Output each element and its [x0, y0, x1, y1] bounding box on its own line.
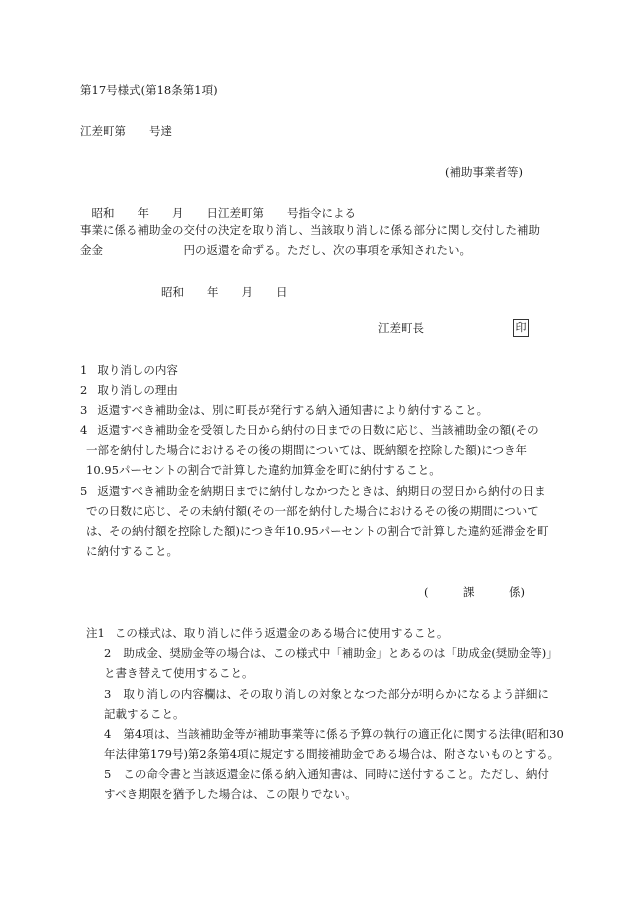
body-line-1: 昭和 年 月 日江差町第 号指令による [80, 206, 356, 220]
item-2 [80, 382, 178, 399]
item-text: 返還すべき補助金を納期日までに納付しなかつたときは、納期日の翌日から納付の日ま [97, 484, 546, 498]
item-text: 取り消しの内容 [97, 363, 178, 377]
note-text: この命令書と当該返還金に係る納入通知書は、同時に送付すること。ただし、納付 [123, 767, 549, 781]
note-3 [104, 686, 549, 703]
item-text: 返還すべき補助金を受領した日から納付の日までの日数に応じ、当該補助金の額(その [97, 423, 539, 437]
body-line-2: 事業に係る補助金の交付の決定を取り消し、当該取り消しに係る部分に関し交付した補助 [80, 223, 540, 237]
note-text: 助成金、奨励金等の場合は、この様式中「補助金」とあるのは「助成金(奨励金等)」 [123, 646, 558, 660]
item-5-line-3: は、その納付額を控除した額)につき年10.95パーセントの割合で計算した違約延滞金を町 [86, 524, 549, 538]
item-4-line-2: 一部を納付した場合におけるその後の期間については、既納額を控除した額)につき年 [86, 443, 528, 457]
note-2-line-2: と書き替えて使用すること。 [104, 666, 254, 680]
item-number: 1 [80, 363, 88, 377]
issuer-name: 江差町長 [378, 321, 424, 335]
seal-stamp: 印 [513, 319, 529, 337]
note-4 [104, 726, 564, 743]
note-4-line-2: 年法律第179号)第2条第4項に規定する間接補助金である場合は、附さないものとする。 [104, 747, 560, 761]
body-line-3: 金金 円の返還を命ずる。ただし、次の事項を承知されたい。 [80, 243, 471, 257]
note-text: 第4項は、当該補助金等が補助事業等に係る予算の執行の適正化に関する法律(昭和30 [123, 727, 564, 741]
item-text: 取り消しの理由 [97, 383, 178, 397]
document-number: 江差町第 号達 [80, 124, 172, 138]
note-2 [104, 645, 558, 662]
form-number: 第17号様式(第18条第1項) [80, 83, 218, 97]
note-5-line-2: すべき期限を猶予した場合は、この限りでない。 [104, 787, 357, 801]
item-3 [80, 402, 488, 419]
note-5 [104, 766, 549, 783]
item-4 [80, 422, 539, 439]
item-5-line-4: に納付すること。 [86, 544, 178, 558]
item-number: 4 [80, 423, 88, 437]
item-number: 2 [80, 383, 88, 397]
note-number: 4 [104, 727, 112, 741]
item-5-line-2: での日数に応じ、その未納付額(その一部を納付した場合におけるその後の期間について [86, 504, 539, 518]
item-4-line-3: 10.95パーセントの割合で計算した違約加算金を町に納付すること。 [86, 463, 441, 477]
recipient-label: (補助事業者等) [445, 165, 523, 179]
note-3-line-2: 記載すること。 [104, 707, 185, 721]
note-number: 3 [104, 687, 112, 701]
note-1 [86, 625, 448, 642]
item-number: 5 [80, 484, 88, 498]
note-label: 注1 [86, 626, 105, 640]
section-label: ( 課 係) [424, 585, 525, 599]
item-5 [80, 483, 546, 500]
note-text: この様式は、取り消しに伴う返還金のある場合に使用すること。 [114, 626, 449, 640]
note-text: 取り消しの内容欄は、その取り消しの対象となつた部分が明らかになるよう詳細に [123, 687, 549, 701]
item-text: 返還すべき補助金は、別に町長が発行する納入通知書により納付すること。 [97, 403, 489, 417]
note-number: 2 [104, 646, 112, 660]
item-1 [80, 362, 178, 379]
issue-date: 昭和 年 月 日 [161, 285, 288, 299]
note-number: 5 [104, 767, 112, 781]
item-number: 3 [80, 403, 88, 417]
